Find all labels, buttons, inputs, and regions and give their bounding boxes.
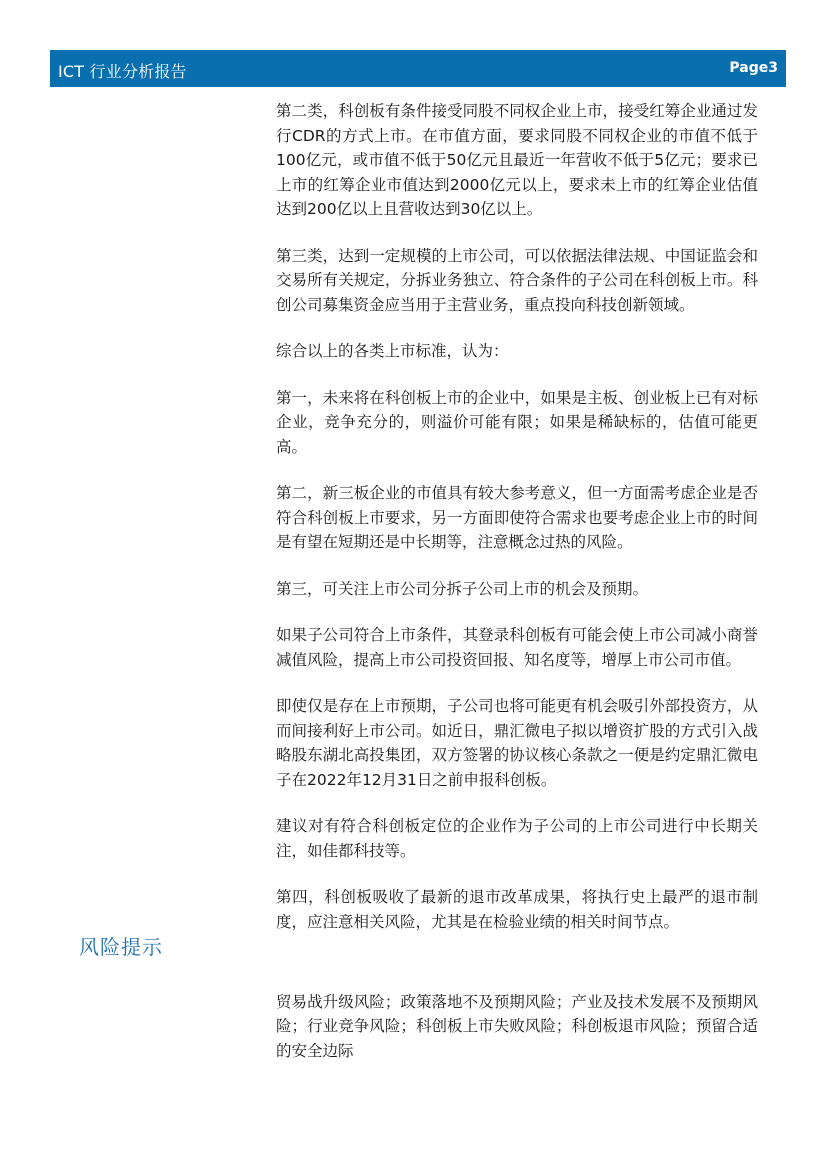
paragraph: 建议对有符合科创板定位的企业作为子公司的上市公司进行中长期关注，如佳都科技等。 (276, 817, 758, 860)
paragraph: 第四，科创板吸收了最新的退市改革成果，将执行史上最严的退市制度，应注意相关风险，尤其是在检验业绩的相关时间节点。 (276, 888, 758, 931)
report-title: ICT 行业分析报告 (58, 62, 187, 81)
body-content (276, 99, 758, 956)
risk-section-title: 风险提示 (79, 935, 163, 959)
paragraph: 第三，可关注上市公司分拆子公司上市的机会及预期。 (276, 579, 649, 598)
paragraph: 第三类，达到一定规模的上市公司，可以依据法律法规、中国证监会和交易所有关规定，分拆业务独立、符合条件的子公司在科创板上市。科创公司募集资金应当用于主营业务，重点投向科技创新领域。 (276, 246, 758, 314)
page-number: Page3 (729, 60, 778, 76)
paragraph: 第二类，科创板有条件接受同股不同权企业上市，接受红筹企业通过发行CDR的方式上市。在市值方面，要求同股不同权企业的市值不低于100亿元，或市值不低于50亿元且最近一年营收不低于5亿元；要求已上市的红筹企业市值达到2000亿元以上，要求未上市的红筹企业估值达到200亿以上且营收达到30亿以上。 (276, 102, 758, 218)
paragraph: 第一，未来将在科创板上市的企业中，如果是主板、创业板上已有对标企业，竞争充分的，则溢价可能有限；如果是稀缺标的，估值可能更高。 (276, 388, 758, 456)
paragraph: 即使仅是存在上市预期，子公司也将可能更有机会吸引外部投资方，从而间接利好上市公司。如近日，鼎汇微电子拟以增资扩股的方式引入战略股东湖北高投集团，双方签署的协议核心条款之一便是约定鼎汇微电子在2022年12月31日之前申报科创板。 (276, 697, 758, 789)
risk-section-text: 贸易战升级风险；政策落地不及预期风险；产业及技术发展不及预期风险；行业竞争风险；科创板上市失败风险；科创板退市风险；预留合适的安全边际 (276, 992, 758, 1060)
paragraph: 综合以上的各类上市标准，认为： (276, 342, 509, 360)
paragraph: 如果子公司符合上市条件，其登录科创板有可能会使上市公司减小商誉减值风险，提高上市公司投资回报、知名度等，增厚上市公司市值。 (276, 626, 758, 669)
report-header-bar (50, 50, 786, 87)
paragraph: 第二，新三板企业的市值具有较大参考意义，但一方面需考虑企业是否符合科创板上市要求，另一方面即使符合需求也要考虑企业上市的时间是有望在短期还是中长期等，注意概念过热的风险。 (276, 484, 758, 551)
